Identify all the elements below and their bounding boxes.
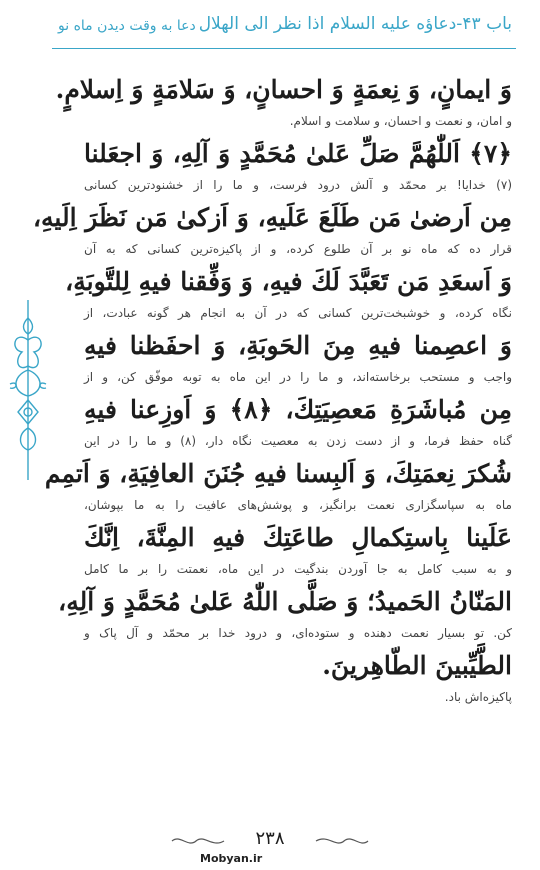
arabic-line-9: المَنّانُ الحَميدُ؛ وَ صَلَّى اللّٰهُ عَلىٰ مُحَمَّدٍ وَ آلِهِ، [58,587,512,616]
translation-line-2: (۷) خدایا! بر محمّد و آلش درود فرست، و ما را از خشنودترین کسانی [84,178,512,192]
translation-line-1: و امان، و نعمت و احسان، و سلامت و اسلام. [289,114,512,128]
translation-line-9: کن. تو بسیار نعمت دهنده و ستوده‌ای، و درود خدا بر محمّد و آل پاک و [84,626,512,640]
arabic-line-8: عَلَينا بِاستِكمالِ طاعَتِكَ فيهِ المِنَّةَ، اِنَّكَ [84,523,512,552]
dua-text-block [32,70,512,710]
translation-line-10: پاکیزه‌اش باد. [444,690,512,704]
arabic-line-5: وَ اعصِمنا فيهِ مِنَ الحَوبَةِ، وَ احفَظنا فيهِ [84,331,512,360]
arabic-line-4: وَ اَسعَدِ مَن تَعَبَّدَ لَكَ فيهِ، وَ وَفِّقنا فيهِ لِلتَّوبَةِ، [65,267,512,296]
page-header [0,0,540,58]
swirl-ornament-icon [314,834,370,848]
page-footer [0,826,540,870]
swirl-ornament-icon [170,834,226,848]
arabic-line-10: الطَّيِّبينَ الطّاهِرينَ. [322,651,512,680]
translation-line-4: نگاه کرده، و خوشبخت‌ترین کسانی که در آن به انجام هر گونه عبادت، از [84,306,512,320]
brand-label: Mobyan.ir [200,852,263,865]
arabesque-ornament-icon [4,300,52,480]
translation-line-5: واجب و مستحب برخاسته‌اند، و ما را در این ماه به توبه موفّق کن، و از [84,370,512,384]
header-divider [52,48,516,49]
chapter-title: باب ۴۳-دعاؤه عليه السلام اذا نظر الى الهلال [198,14,512,34]
arabic-line-1: وَ ايمانٍ، وَ نِعمَةٍ وَ احسانٍ، وَ سَلامَةٍ وَ اِسلامٍ. [55,75,512,104]
translation-line-3: قرار ده که ماه نو بر آن طلوع کرده، و از پاکیزه‌ترین کسانی که به آن [84,242,512,256]
translation-line-7: ماه به سپاسگزاری نعمت برانگیز، و پوشش‌های عافیت را به ما بپوشان، [84,498,512,512]
arabic-line-2: ﴿۷﴾ اَللّٰهُمَّ صَلِّ عَلىٰ مُحَمَّدٍ وَ آلِهِ، وَ اجعَلنا [84,139,512,168]
page-number: ۲۳۸ [255,828,285,849]
translation-line-8: و به سبب کامل به جا آوردن بندگیت در این ماه، نعمتت را بر ما کامل [84,562,512,576]
translation-line-6: گناه حفظ فرما، و از دست زدن به معصیت نگاه دار، (۸) و ما را در این [84,434,512,448]
arabic-line-3: مِن اَرضىٰ مَن طَلَعَ عَلَيهِ، وَ اَزكىٰ مَن نَظَرَ اِلَيهِ، [32,203,512,232]
arabic-line-7: شُكرَ نِعمَتِكَ، وَ اَلبِسنا فيهِ جُنَنَ العافِيَةِ، وَ اَتمِم [44,459,512,488]
arabic-line-6: مِن مُباشَرَةِ مَعصِيَتِكَ، ﴿۸﴾ وَ اَوزِعنا فيهِ [84,395,512,424]
topic-title: دعا به وقت دیدن ماه نو [58,18,196,34]
